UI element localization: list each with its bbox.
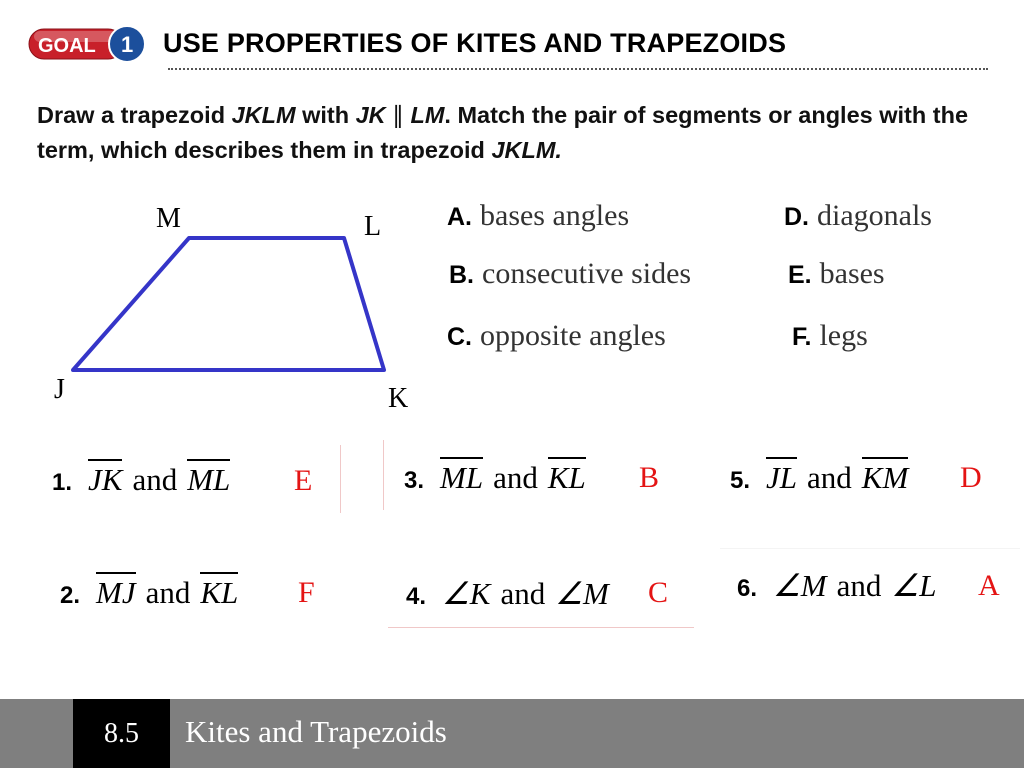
problem-number: 2.: [60, 582, 81, 609]
instruction-text: [37, 98, 997, 168]
answer-2: F: [298, 576, 315, 609]
term-b: [449, 257, 691, 291]
divider: [383, 440, 384, 510]
prompt-seg1: JK: [355, 102, 386, 128]
problem-6: [737, 568, 936, 604]
segment: JL: [766, 457, 797, 495]
goal-label: GOAL: [38, 35, 96, 57]
problem-2: [60, 575, 238, 611]
segment: ML: [187, 459, 230, 497]
conjunction: and: [500, 576, 546, 611]
term-text: legs: [819, 319, 868, 352]
problem-5: [730, 460, 908, 496]
title-divider: [168, 68, 988, 70]
term-letter: A.: [447, 203, 472, 231]
answer-3: B: [639, 461, 660, 494]
page-title: USE PROPERTIES OF KITES AND TRAPEZOIDS: [163, 28, 787, 58]
conjunction: and: [836, 568, 882, 603]
trapezoid-shape: [73, 238, 384, 370]
problem-number: 4.: [406, 583, 427, 610]
problem-number: 5.: [730, 467, 751, 494]
term-text: diagonals: [817, 199, 932, 232]
section-number: 8.5: [73, 699, 170, 768]
prompt-name2: JKLM.: [491, 137, 562, 163]
goal-badge: [28, 24, 146, 64]
segment: KL: [548, 457, 586, 495]
term-e: [788, 257, 885, 291]
answer-4: C: [648, 576, 669, 609]
vertex-label-m: M: [156, 203, 181, 234]
problem-number: 6.: [737, 575, 758, 602]
vertex-label-l: L: [364, 211, 382, 242]
section-title: Kites and Trapezoids: [185, 714, 447, 749]
prompt-part2: with: [295, 102, 356, 128]
angle: ∠L: [891, 568, 937, 603]
problem-1: [52, 462, 230, 498]
problem-3: [404, 460, 586, 496]
answer-5: D: [960, 461, 982, 494]
divider: [720, 548, 1020, 549]
segment: ML: [440, 457, 483, 495]
term-letter: F.: [792, 323, 812, 351]
segment: KM: [862, 457, 909, 495]
conjunction: and: [493, 460, 538, 495]
segment: MJ: [96, 572, 136, 610]
problem-number: 3.: [404, 467, 425, 494]
term-text: consecutive sides: [482, 257, 692, 290]
term-text: bases: [819, 257, 885, 290]
term-letter: C.: [447, 323, 472, 351]
term-text: bases angles: [480, 199, 630, 232]
divider: [340, 445, 341, 513]
problem-number: 1.: [52, 469, 73, 496]
angle: ∠M: [555, 576, 609, 611]
segment: KL: [200, 572, 238, 610]
angle: ∠K: [442, 576, 491, 611]
term-f: [792, 319, 868, 353]
term-letter: E.: [788, 261, 812, 289]
vertex-label-k: K: [388, 383, 409, 414]
goal-number: 1: [121, 32, 134, 57]
term-c: [447, 319, 666, 353]
conjunction: and: [132, 462, 178, 497]
parallel-symbol: ∥: [385, 102, 411, 128]
conjunction: and: [807, 460, 852, 495]
answer-6: A: [978, 569, 1000, 602]
term-text: opposite angles: [480, 319, 666, 352]
angle: ∠M: [773, 568, 827, 603]
prompt-seg2: LM: [410, 102, 445, 128]
vertex-label-j: J: [54, 374, 65, 405]
answer-1: E: [294, 464, 313, 497]
term-letter: D.: [784, 203, 809, 231]
prompt-name1: JKLM: [231, 102, 296, 128]
prompt-part3: . Match the pair of segments or angles with the term, which describes them in trapezoid: [37, 102, 969, 163]
term-letter: B.: [449, 261, 474, 289]
term-d: [784, 199, 932, 233]
divider: [388, 627, 694, 628]
term-a: [447, 199, 629, 233]
segment: JK: [88, 459, 122, 497]
prompt-part1: Draw a trapezoid: [37, 102, 232, 128]
problem-4: [406, 576, 609, 612]
conjunction: and: [145, 575, 191, 610]
